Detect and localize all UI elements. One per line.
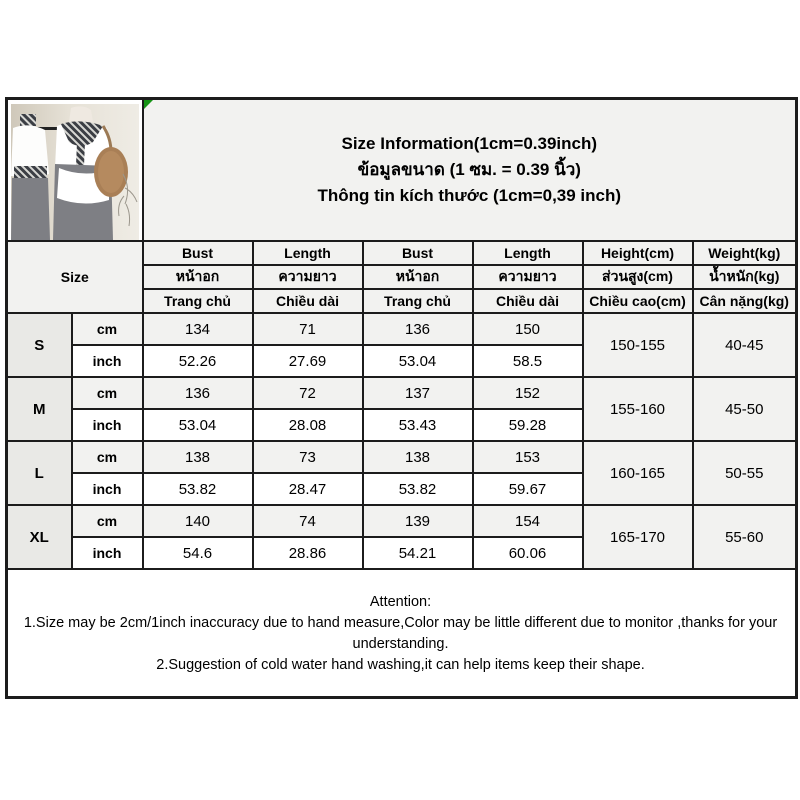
value-cell: 134 [143,313,253,345]
size-label: XL [7,505,72,569]
col-header-th: ความยาว [253,265,363,289]
value-cell: 53.04 [143,409,253,441]
col-header-vi: Trang chủ [143,289,253,313]
col-header-vi: Chiều cao(cm) [583,289,693,313]
value-cell: 59.28 [473,409,583,441]
value-cell: 52.26 [143,345,253,377]
weight-range-cell: 55-60 [693,505,797,569]
value-cell: 54.21 [363,537,473,569]
value-cell: 53.82 [143,473,253,505]
value-cell: 139 [363,505,473,537]
col-header-vi: Chiều dài [473,289,583,313]
value-cell: 154 [473,505,583,537]
value-cell: 60.06 [473,537,583,569]
value-cell: 150 [473,313,583,345]
left-model [11,114,50,240]
size-row-xl-cm [7,505,797,537]
unit-label-cm: cm [72,441,143,473]
title-english: Size Information(1cm=0.39inch) [341,134,598,153]
unit-label-inch: inch [72,409,143,441]
value-cell: 59.67 [473,473,583,505]
weight-range-cell: 45-50 [693,377,797,441]
value-cell: 28.47 [253,473,363,505]
col-header-th: ความยาว [473,265,583,289]
value-cell: 137 [363,377,473,409]
value-cell: 152 [473,377,583,409]
value-cell: 58.5 [473,345,583,377]
weight-range-cell: 40-45 [693,313,797,377]
col-header-en: Length [473,241,583,265]
col-header-en: Length [253,241,363,265]
size-label: S [7,313,72,377]
height-range-cell: 165-170 [583,505,693,569]
title-row [7,99,797,242]
attention-note-1: 1.Size may be 2cm/1inch inaccuracy due to hand measure,Color may be little different due to monitor ,thanks for your understanding. [23,614,778,652]
header-row-en [7,241,797,265]
col-header-th: หน้าอก [143,265,253,289]
col-header-en: Height(cm) [583,241,693,265]
value-cell: 28.86 [253,537,363,569]
value-cell: 53.82 [363,473,473,505]
value-cell: 74 [253,505,363,537]
col-header-vi: Chiều dài [253,289,363,313]
unit-label-inch: inch [72,537,143,569]
col-header-en: Bust [363,241,473,265]
value-cell: 140 [143,505,253,537]
value-cell: 138 [143,441,253,473]
unit-label-cm: cm [72,377,143,409]
attention-row [7,569,797,698]
value-cell: 27.69 [253,345,363,377]
title-cell [143,99,797,242]
height-range-cell: 155-160 [583,377,693,441]
size-row-s-cm [7,313,797,345]
col-header-th: น้ำหนัก(kg) [693,265,797,289]
title-thai: ข้อมูลขนาด (1 ซม. = 0.39 นิ้ว) [357,160,581,179]
col-header-en: Weight(kg) [693,241,797,265]
col-header-vi: Trang chủ [363,289,473,313]
value-cell: 72 [253,377,363,409]
col-header-th: หน้าอก [363,265,473,289]
attention-cell [7,569,797,698]
value-cell: 138 [363,441,473,473]
value-cell: 54.6 [143,537,253,569]
attention-heading: Attention: [369,593,432,610]
size-label: M [7,377,72,441]
product-photo [11,104,139,240]
weight-range-cell: 50-55 [693,441,797,505]
value-cell: 53.43 [363,409,473,441]
unit-label-inch: inch [72,345,143,377]
value-cell: 136 [143,377,253,409]
col-header-th: ส่วนสูง(cm) [583,265,693,289]
unit-label-cm: cm [72,505,143,537]
attention-note-2: 2.Suggestion of cold water hand washing,it can help items keep their shape. [156,656,645,673]
value-cell: 71 [253,313,363,345]
size-table [5,97,798,699]
product-photo-cell [7,99,143,242]
value-cell: 73 [253,441,363,473]
value-cell: 153 [473,441,583,473]
col-header-en: Bust [143,241,253,265]
col-header-vi: Cân nặng(kg) [693,289,797,313]
unit-label-cm: cm [72,313,143,345]
cell-corner-marker [144,100,153,109]
size-label: L [7,441,72,505]
height-range-cell: 160-165 [583,441,693,505]
title-vietnamese: Thông tin kích thước (1cm=0,39 inch) [317,186,622,205]
value-cell: 28.08 [253,409,363,441]
height-range-cell: 150-155 [583,313,693,377]
size-row-m-cm [7,377,797,409]
value-cell: 136 [363,313,473,345]
value-cell: 53.04 [363,345,473,377]
unit-label-inch: inch [72,473,143,505]
size-row-l-cm [7,441,797,473]
size-header: Size [7,241,143,313]
